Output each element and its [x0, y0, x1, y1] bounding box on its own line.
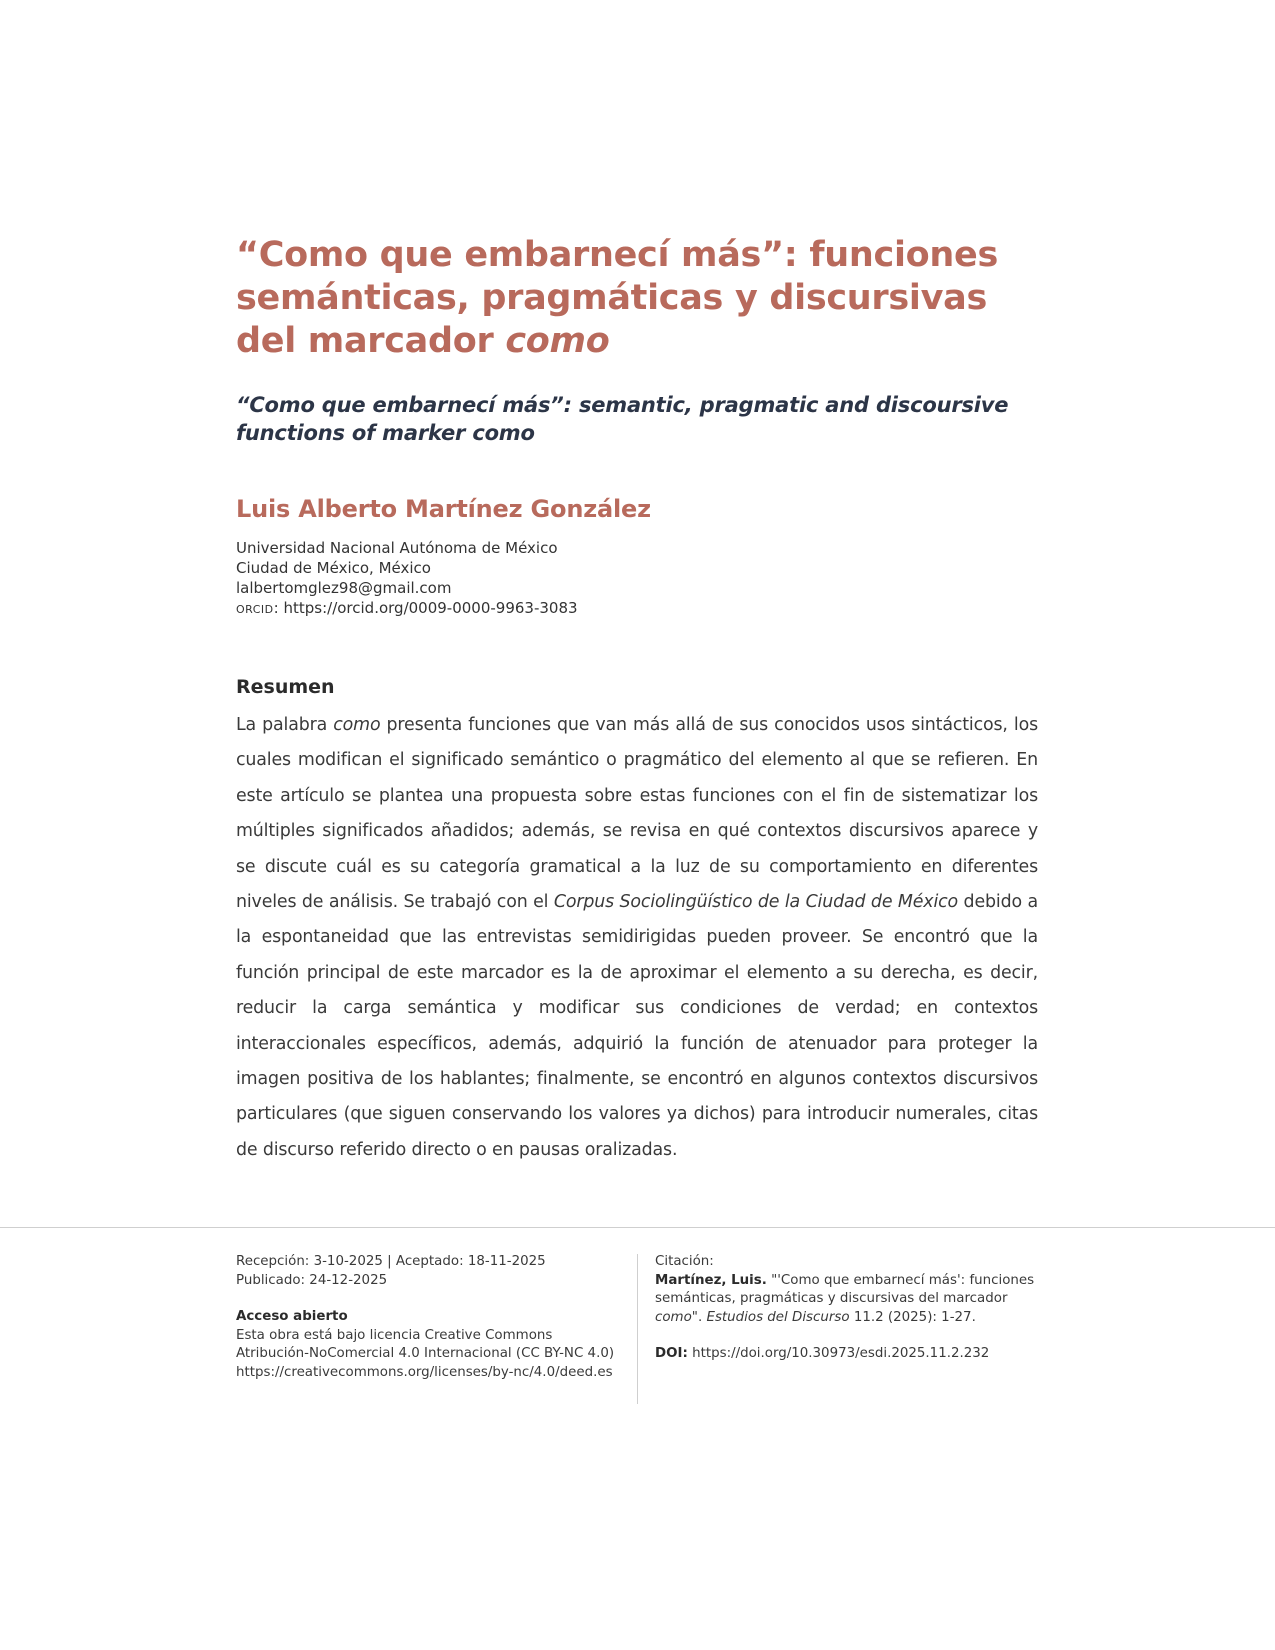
abstract-text-3: debido a la espontaneidad que las entrevistas semidirigidas pueden proveer. Se encontró que la función principal de este marcador es la de aproximar el elemento a su derecha, es decir, reducir la carga semántica y modificar sus condiciones de verdad; en contextos interaccionales específicos, además, adquirió la función de atenuador para proteger la imagen positiva de los hablantes; finalmente, se encontró en algunos contextos discursivos particulares (que siguen conservando los valores ya dichos) para introducir numerales, citas de discurso referido directo o en pausas oralizadas.	[236, 892, 1038, 1160]
citation-text	[655, 1272, 1035, 1328]
footer-column-divider	[637, 1254, 638, 1404]
abstract-body	[236, 708, 1038, 1168]
citation-title-italic: como	[655, 1309, 692, 1325]
citation-label: Citación:	[655, 1254, 714, 1269]
doi-line	[655, 1345, 1035, 1364]
dates-line-2: Publicado: 24-12-2025	[236, 1272, 388, 1288]
footer-publication-info	[236, 1253, 626, 1382]
citation-rest: 11.2 (2025): 1-27.	[849, 1309, 976, 1325]
citation-journal: Estudios del Discurso	[706, 1309, 850, 1325]
orcid-label: ORCID	[236, 603, 274, 616]
abstract-heading: Resumen	[236, 676, 335, 698]
author-name: Luis Alberto Martínez González	[236, 495, 651, 523]
citation-author: Martínez, Luis.	[655, 1272, 767, 1288]
abstract-italic-como: como	[333, 715, 381, 735]
dates-line-1: Recepción: 3-10-2025 | Aceptado: 18-11-2025	[236, 1254, 546, 1269]
access-heading-text: Acceso abierto	[236, 1309, 348, 1324]
article-title-main: “Como que embarnecí más”: funciones semánticas, pragmáticas y discursivas del marcador	[236, 235, 998, 361]
footer-citation	[655, 1253, 1035, 1364]
article-title	[236, 234, 1036, 363]
author-email[interactable]: lalbertomglez98@gmail.com	[236, 579, 452, 597]
citation-title: "'Como que embarnecí más': funciones semánticas, pragmáticas y discursivas del marcador	[655, 1272, 1035, 1306]
author-university: Universidad Nacional Autónoma de México	[236, 539, 558, 557]
abstract-text-1: La palabra	[236, 715, 334, 735]
abstract-text-2: presenta funciones que van más allá de sus conocidos usos sintácticos, los cuales modifican el significado semántico o pragmático del elemento al que se refieren. En este artículo se plantea una propuesta sobre estas funciones con el fin de sistematizar los múltiples significados añadidos; además, se revisa en qué contextos discursivos aparece y se discute cuál es su categoría gramatical a la luz de su comportamiento en diferentes niveles de análisis. Se trabajó con el	[236, 715, 1038, 913]
author-city: Ciudad de México, México	[236, 559, 431, 577]
abstract-italic-corpus: Corpus Sociolingüístico de la Ciudad de México	[553, 892, 959, 913]
citation-title-end: ".	[691, 1309, 707, 1325]
author-affiliation	[236, 538, 578, 620]
access-heading	[236, 1308, 626, 1327]
orcid-link[interactable]: : https://orcid.org/0009-0000-9963-3083	[273, 599, 578, 617]
author-orcid	[236, 598, 578, 620]
article-title-italic: como	[505, 321, 610, 361]
license-text: Esta obra está bajo licencia Creative Commons Atribución-NoComercial 4.0 Internacional (CC BY-NC 4.0) https://creativecommons.org/licenses/by-nc/4.0/deed.es	[236, 1327, 615, 1380]
doi-label: DOI:	[655, 1346, 688, 1361]
article-subtitle-english: “Como que embarnecí más”: semantic, pragmatic and discoursive functions of marker como	[236, 393, 1009, 445]
footer-divider	[0, 1227, 1275, 1228]
doi-link[interactable]: https://doi.org/10.30973/esdi.2025.11.2.232	[687, 1346, 990, 1361]
